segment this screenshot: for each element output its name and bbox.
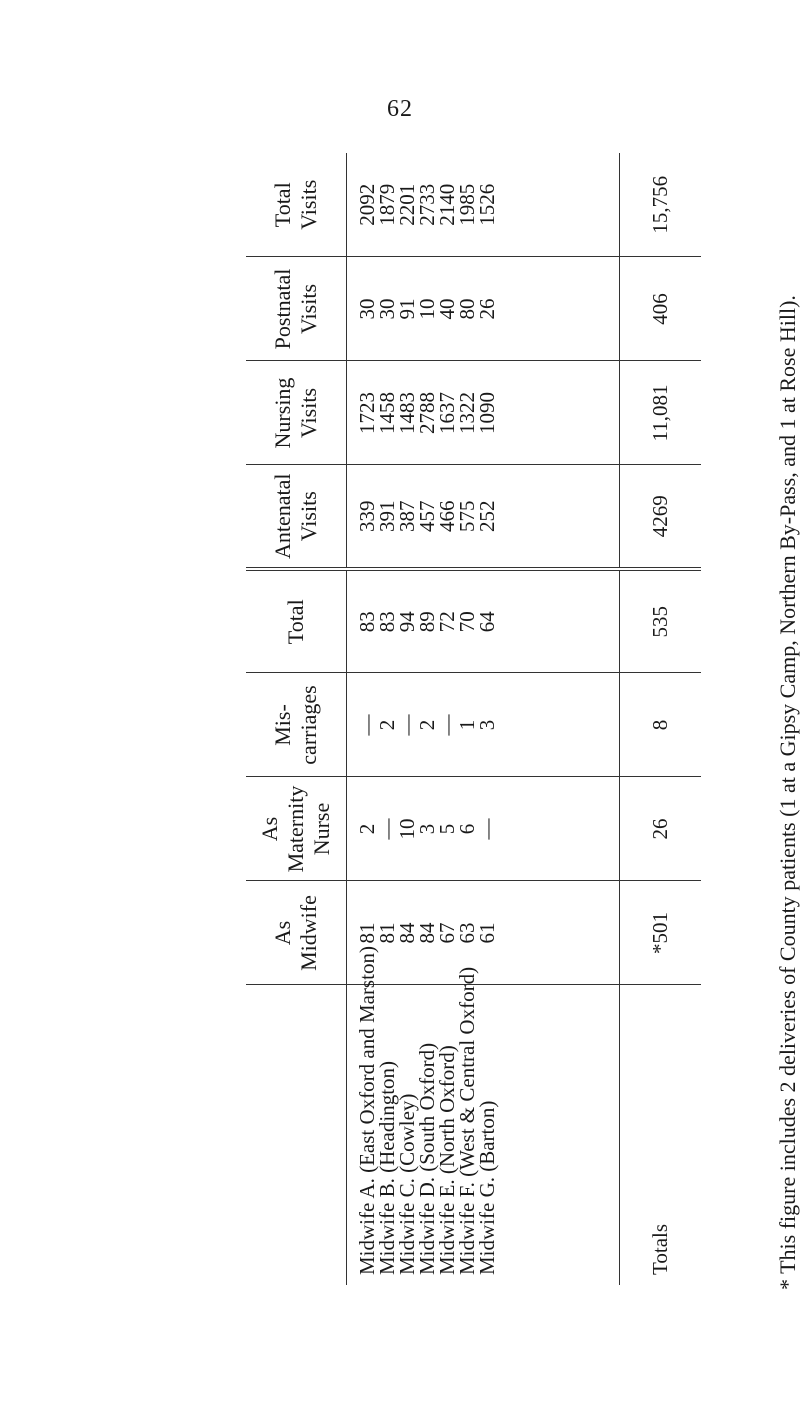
table-cell: 2788 <box>415 392 439 434</box>
table-cell: 252 <box>475 500 499 532</box>
table-cell: — <box>395 714 419 736</box>
midwife-statistics-table <box>246 153 701 1285</box>
table-cell: 70 <box>455 611 479 633</box>
totals-total-visits: 15,756 <box>619 153 701 257</box>
table-cell: 80 <box>455 298 479 320</box>
totals-as-midwife: *501 <box>619 881 701 985</box>
table-cell: 83 <box>355 611 379 633</box>
table-cell: 89 <box>415 611 439 633</box>
totals-nursing-visits: 11,081 <box>619 361 701 465</box>
page-number: 62 <box>387 96 413 122</box>
table-cell: 2140 <box>435 183 459 226</box>
as-maternity-nurse-values <box>347 777 620 881</box>
totals-total: 535 <box>619 569 701 673</box>
table-cell: 1723 <box>355 392 379 434</box>
table-cell: 457 <box>415 500 439 532</box>
table-cell: 1 <box>455 719 479 731</box>
header-postnatal-visits: Postnatal Visits <box>246 257 347 361</box>
table-cell: 391 <box>375 500 399 532</box>
table-cell: 26 <box>475 298 499 320</box>
table-cell: 30 <box>355 298 379 320</box>
header-as-maternity-nurse: As Maternity Nurse <box>246 777 347 881</box>
table-cell: 64 <box>475 611 499 633</box>
table-cell: 91 <box>395 298 419 320</box>
totals-row <box>619 153 701 1285</box>
header-row <box>246 153 347 1285</box>
table-cell: 1637 <box>435 392 459 434</box>
header-as-midwife: As Midwife <box>246 881 347 985</box>
table-row: Midwife G. (Barton) <box>475 1100 499 1275</box>
totals-postnatal-visits: 406 <box>619 257 701 361</box>
table-cell: 2 <box>415 719 439 731</box>
header-miscarriages: Mis-carriages <box>246 673 347 777</box>
table-cell: 30 <box>375 298 399 320</box>
table-cell: 10 <box>415 298 439 320</box>
header-label <box>246 985 347 1285</box>
totals-antenatal-visits: 4269 <box>619 465 701 569</box>
postnatal-visits-values <box>347 257 620 361</box>
table-cell: 1090 <box>475 392 499 434</box>
table-cell: 1483 <box>395 392 419 434</box>
table-cell: 81 <box>355 922 379 944</box>
table-cell: 94 <box>395 611 419 633</box>
table-row: Midwife B. (Headington) <box>375 1060 399 1275</box>
table-cell: 466 <box>435 500 459 532</box>
header-nursing-visits: Nursing Visits <box>246 361 347 465</box>
table-cell: 6 <box>455 823 479 835</box>
antenatal-visits-values <box>347 465 620 569</box>
table-cell: 1322 <box>455 392 479 434</box>
table-cell: 61 <box>475 922 499 944</box>
header-antenatal-visits: Antenatal Visits <box>246 465 347 569</box>
table-cell: 3 <box>415 823 439 835</box>
table-cell: 2733 <box>415 183 439 226</box>
table-cell: 1458 <box>375 392 399 434</box>
midwife-names-cell <box>347 946 620 1285</box>
table-cell: 67 <box>435 922 459 944</box>
table-cell: 84 <box>415 922 439 944</box>
table-cell: — <box>355 714 379 736</box>
nursing-visits-values <box>347 361 620 465</box>
miscarriages-values <box>347 673 620 777</box>
table-row: Midwife E. (North Oxford) <box>435 1045 459 1275</box>
table-cell: 5 <box>435 823 459 835</box>
table-cell: 339 <box>355 500 379 532</box>
table-row: Midwife A. (East Oxford and Marston) <box>355 946 379 1275</box>
midwife-table-rotated <box>246 155 701 1285</box>
table-cell: — <box>475 818 499 840</box>
table-cell: 84 <box>395 922 419 944</box>
table-cell: 1879 <box>375 183 399 226</box>
table-cell: 2 <box>355 823 379 835</box>
table-cell: 1526 <box>475 183 499 226</box>
table-cell: 1985 <box>455 183 479 226</box>
totals-miscarriages: 8 <box>619 673 701 777</box>
table-cell: 81 <box>375 922 399 944</box>
table-cell: 575 <box>455 500 479 532</box>
as-midwife-values <box>347 881 620 985</box>
table-row: Midwife F. (West & Central Oxford) <box>455 966 479 1275</box>
header-total-visits: Total Visits <box>246 153 347 257</box>
table-cell: 40 <box>435 298 459 320</box>
table-body-row <box>347 153 620 1285</box>
table-cell: 72 <box>435 611 459 633</box>
table-row: Midwife D. (South Oxford) <box>415 1042 439 1275</box>
table-cell: 387 <box>395 500 419 532</box>
table-cell: 2092 <box>355 183 379 226</box>
totals-label: Totals <box>619 985 701 1285</box>
table-cell: 63 <box>455 922 479 944</box>
table-cell: — <box>435 714 459 736</box>
total-values <box>347 569 620 673</box>
table-cell: 2 <box>375 719 399 731</box>
totals-as-maternity-nurse: 26 <box>619 777 701 881</box>
table-cell: 83 <box>375 611 399 633</box>
table-cell: 10 <box>395 818 419 840</box>
table-cell: — <box>375 818 399 840</box>
header-total: Total <box>246 569 347 673</box>
table-cell: 2201 <box>395 183 419 226</box>
total-visits-values <box>347 153 620 257</box>
table-row: Midwife C. (Cowley) <box>395 1093 419 1275</box>
table-cell: 3 <box>475 719 499 731</box>
footnote: * This figure includes 2 deliveries of County patients (1 at a Gipsy Camp, Northern By-Pass, and 1 at Rose Hill). <box>775 295 800 1290</box>
